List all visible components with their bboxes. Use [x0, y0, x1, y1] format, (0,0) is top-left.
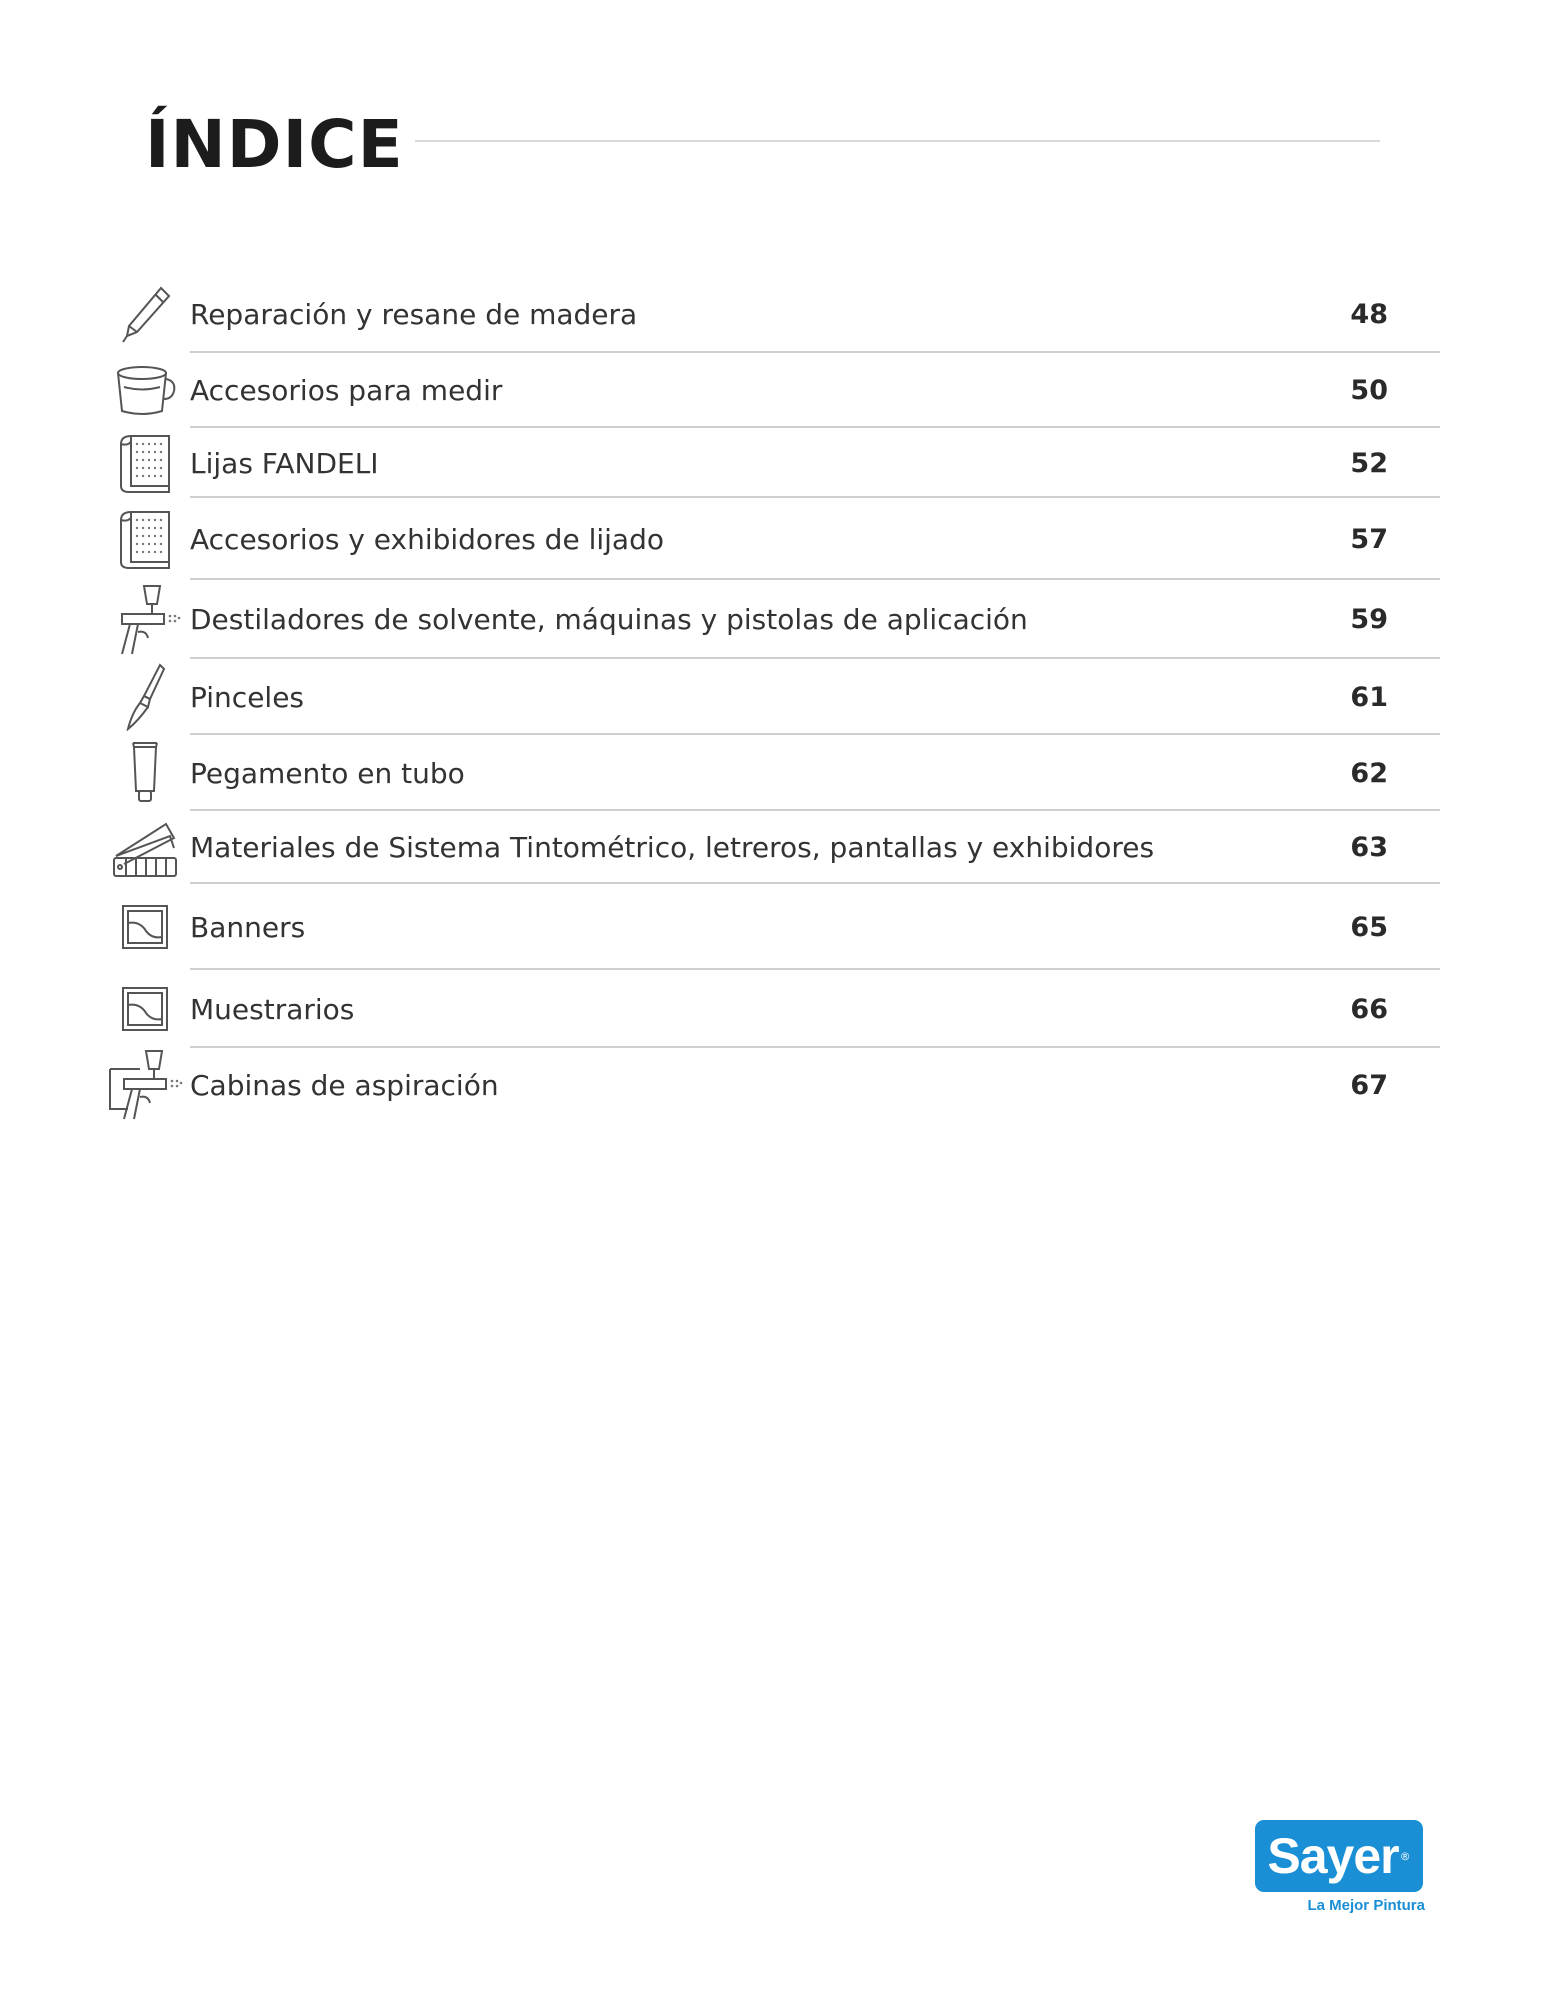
toc-item-label: Reparación y resane de madera — [190, 297, 638, 331]
sayer-logo — [1255, 1820, 1423, 1892]
pencil-icon — [105, 279, 185, 349]
toc-item-page: 50 — [1350, 375, 1388, 406]
toc-item[interactable] — [105, 659, 1440, 735]
toc-item-label: Muestrarios — [190, 992, 355, 1026]
toc-item[interactable] — [105, 580, 1440, 659]
toc-item[interactable] — [105, 970, 1440, 1048]
toc-item[interactable] — [105, 428, 1440, 498]
toc-item-page: 57 — [1350, 523, 1388, 555]
toc-item[interactable] — [105, 811, 1440, 884]
toc-item-label: Accesorios para medir — [190, 374, 503, 407]
spray-booth-icon — [105, 1050, 185, 1120]
toc-item-label: Materiales de Sistema Tintométrico, letreros, pantallas y exhibidores — [190, 831, 1155, 864]
title-divider — [415, 140, 1380, 142]
toc-item-page: 48 — [1350, 298, 1388, 330]
toc-item[interactable] — [105, 884, 1440, 970]
tube-icon — [105, 738, 185, 808]
registered-mark: ® — [1399, 1849, 1411, 1863]
toc-item-label: Accesorios y exhibidores de lijado — [190, 522, 664, 556]
brand-tagline: La Mejor Pintura — [1307, 1897, 1425, 1914]
toc-item-label: Pegamento en tubo — [190, 756, 465, 790]
color-fan-icon — [105, 813, 185, 883]
toc-item-page: 65 — [1350, 911, 1388, 943]
sandpaper-roll-icon — [105, 428, 185, 498]
measuring-cup-icon — [105, 356, 185, 426]
framed-picture-icon — [105, 974, 185, 1044]
toc-item-page: 63 — [1350, 832, 1388, 863]
toc-item-label: Banners — [190, 910, 306, 944]
table-of-contents — [105, 275, 1440, 1122]
logo-text: Sayer — [1267, 1828, 1399, 1884]
toc-item-label: Destiladores de solvente, máquinas y pistolas de aplicación — [190, 603, 1028, 636]
toc-item-label: Pinceles — [190, 680, 305, 714]
toc-item[interactable] — [105, 275, 1440, 353]
toc-item[interactable] — [105, 1048, 1440, 1122]
page-title: ÍNDICE — [145, 106, 404, 183]
toc-item-label: Cabinas de aspiración — [190, 1068, 499, 1102]
page-header — [145, 100, 1380, 190]
toc-item[interactable] — [105, 353, 1440, 428]
sandpaper-roll-icon — [105, 504, 185, 574]
toc-item-page: 62 — [1350, 757, 1388, 789]
toc-item[interactable] — [105, 498, 1440, 580]
toc-item-page: 61 — [1350, 681, 1388, 713]
toc-item-page: 59 — [1350, 604, 1388, 635]
toc-item-page: 52 — [1350, 447, 1388, 479]
toc-item-label: Lijas FANDELI — [190, 446, 379, 480]
toc-item[interactable] — [105, 735, 1440, 811]
toc-item-page: 67 — [1350, 1069, 1388, 1101]
toc-item-page: 66 — [1350, 993, 1388, 1025]
framed-picture-icon — [105, 892, 185, 962]
brand-block — [1255, 1820, 1425, 1914]
spray-gun-icon — [105, 585, 185, 655]
brush-icon — [105, 662, 185, 732]
